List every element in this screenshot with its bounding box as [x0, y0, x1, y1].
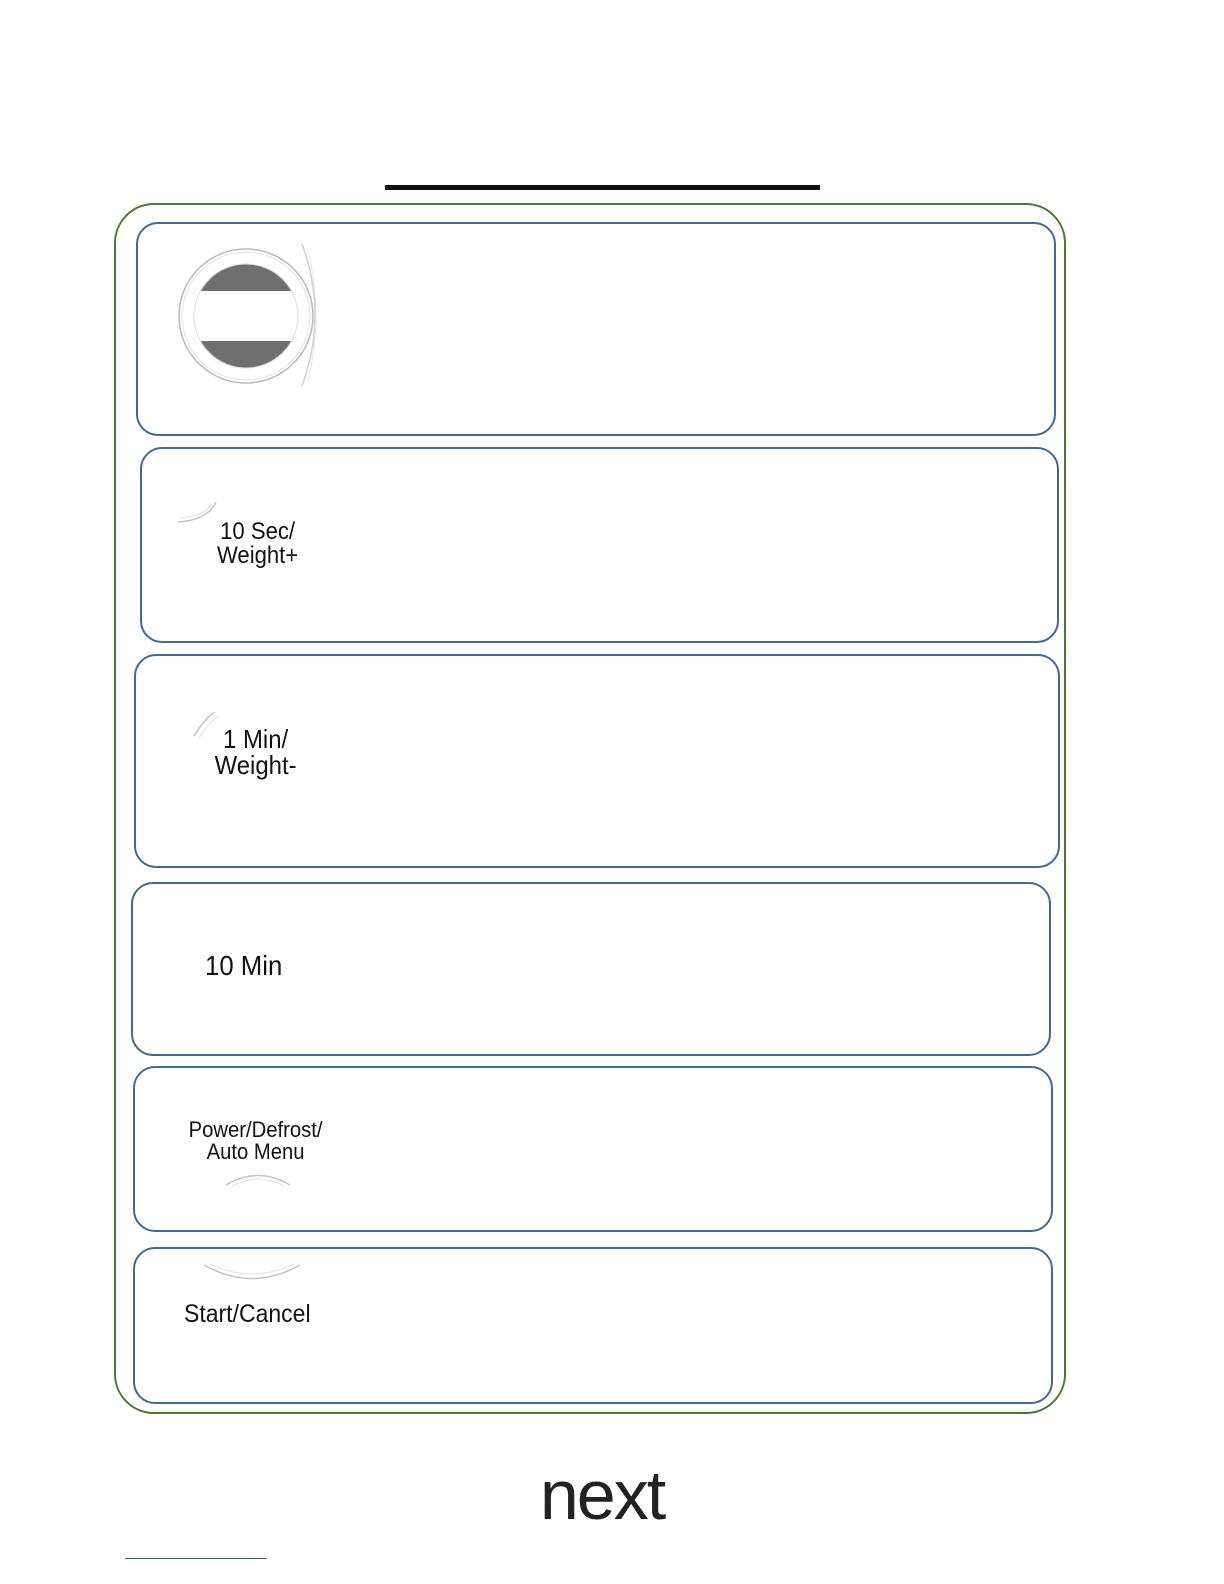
button-arc-icon — [200, 1262, 304, 1284]
button-label-line: 10 Sec/ — [220, 518, 296, 545]
power-defrost-auto-menu-button[interactable] — [182, 1119, 329, 1163]
dial-arc-icon — [300, 240, 330, 390]
ten-min-button[interactable] — [205, 952, 306, 980]
button-label-line: Weight- — [214, 750, 297, 780]
button-label-line: Weight+ — [216, 542, 299, 569]
button-label-line: Power/Defrost/ — [188, 1117, 323, 1142]
title-underline — [385, 185, 820, 190]
logo-text: next — [539, 1465, 665, 1527]
one-min-weight-minus-button[interactable] — [205, 726, 306, 778]
control-dial-icon[interactable] — [176, 246, 316, 386]
button-arc-icon — [222, 1170, 294, 1188]
button-label-line: 1 Min/ — [223, 724, 289, 754]
start-cancel-button[interactable] — [184, 1302, 322, 1327]
ten-sec-weight-plus-button[interactable] — [207, 520, 308, 568]
button-label-line: Start/Cancel — [184, 1300, 311, 1328]
footer-link-underline — [125, 1558, 267, 1559]
button-label-line: Auto Menu — [206, 1139, 305, 1164]
next-logo — [512, 1465, 692, 1527]
button-label-line: 10 Min — [205, 950, 283, 981]
